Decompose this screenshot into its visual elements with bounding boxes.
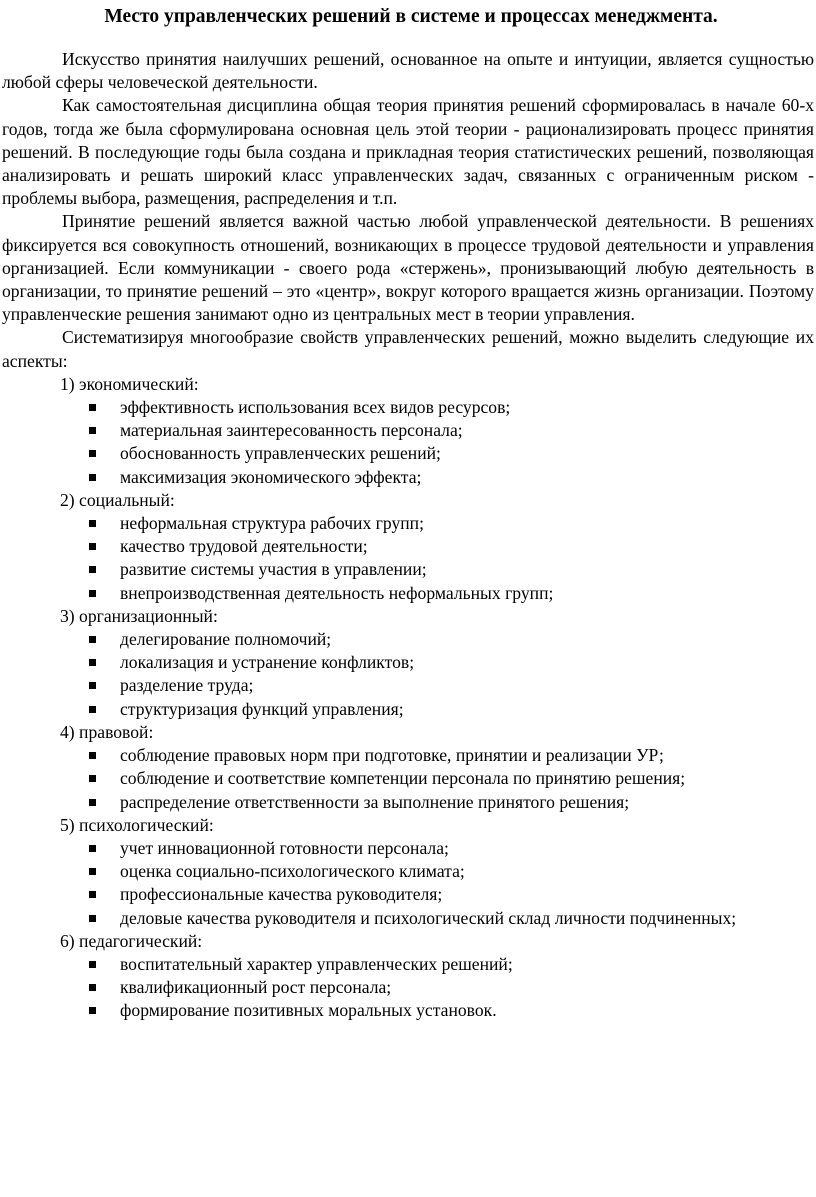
list-item	[0, 791, 816, 814]
list-item	[0, 419, 816, 442]
list-item-text: учет инновационной готовности персонала;	[120, 837, 449, 858]
list-item-text: эффективность использования всех видов ресурсов;	[120, 397, 511, 418]
list-item-text: внепроизводственная деятельность неформальных групп;	[120, 582, 554, 603]
square-bullet-icon	[89, 474, 96, 481]
list-item	[0, 674, 816, 697]
list-item-text: соблюдение и соответствие компетенции персонала по принятию решения;	[120, 768, 686, 789]
list-item-text: развитие системы участия в управлении;	[120, 559, 427, 580]
list-item	[0, 535, 816, 558]
list-item	[0, 976, 816, 999]
document-title: Место управленческих решений в системе и процессах менеджмента.	[104, 6, 718, 27]
aspect-list-psychological	[0, 837, 816, 930]
aspect-list-social	[0, 512, 816, 605]
list-item-text: неформальная структура рабочих групп;	[120, 513, 424, 534]
paragraph-aspects-intro: Систематизируя многообразие свойств управленческих решений, можно выделить следующие их аспекты:	[2, 327, 814, 371]
square-bullet-icon	[89, 799, 96, 806]
aspect-heading-legal: 4) правовой:	[60, 721, 154, 742]
list-item	[0, 442, 816, 465]
square-bullet-icon	[89, 1007, 96, 1014]
aspect-list-economic	[0, 396, 816, 489]
list-item	[0, 860, 816, 883]
square-bullet-icon	[89, 706, 96, 713]
paragraph-history: Как самостоятельная дисциплина общая теория принятия решений сформировалась в начале 60-х годов, тогда же была сформулирована основная цель этой теории - рационализировать процесс принятия решений. В последующие годы была создана и прикладная теория статистических решений, позволяющая анализировать и решать широкий класс управленческих задач, связанных с ограниченным риском - проблемы выбора, размещения, распределения и т.п.	[2, 95, 814, 209]
list-item-text: разделение труда;	[120, 675, 254, 696]
list-item-text: распределение ответственности за выполнение принятого решения;	[120, 791, 630, 812]
list-item	[0, 767, 816, 790]
square-bullet-icon	[89, 775, 96, 782]
list-item-text: воспитательный характер управленческих решений;	[120, 953, 513, 974]
list-item-text: формирование позитивных моральных установок.	[120, 1000, 497, 1021]
list-item-text: деловые качества руководителя и психологический склад личности подчиненных;	[120, 907, 737, 928]
list-item	[0, 628, 816, 651]
square-bullet-icon	[89, 427, 96, 434]
square-bullet-icon	[89, 404, 96, 411]
square-bullet-icon	[89, 984, 96, 991]
aspect-heading-economic: 1) экономический:	[60, 373, 199, 394]
list-item-text: максимизация экономического эффекта;	[120, 466, 422, 487]
aspects-section	[0, 373, 816, 1023]
square-bullet-icon	[89, 543, 96, 550]
aspect-list-legal	[0, 744, 816, 814]
aspect-heading-social: 2) социальный:	[60, 489, 175, 510]
list-item	[0, 582, 816, 605]
square-bullet-icon	[89, 520, 96, 527]
list-item	[0, 999, 816, 1022]
square-bullet-icon	[89, 636, 96, 643]
square-bullet-icon	[89, 752, 96, 759]
square-bullet-icon	[89, 450, 96, 457]
list-item-text: делегирование полномочий;	[120, 629, 332, 650]
list-item-text: профессиональные качества руководителя;	[120, 884, 443, 905]
square-bullet-icon	[89, 868, 96, 875]
list-item	[0, 698, 816, 721]
square-bullet-icon	[89, 915, 96, 922]
square-bullet-icon	[89, 590, 96, 597]
list-item	[0, 953, 816, 976]
square-bullet-icon	[89, 566, 96, 573]
aspect-heading-psychological: 5) психологический:	[60, 814, 214, 835]
list-item-text: структуризация функций управления;	[120, 698, 404, 719]
list-item	[0, 883, 816, 906]
aspect-heading-pedagogical: 6) педагогический:	[60, 930, 203, 951]
list-item	[0, 466, 816, 489]
list-item-text: квалификационный рост персонала;	[120, 977, 392, 998]
square-bullet-icon	[89, 659, 96, 666]
paragraph-intro: Искусство принятия наилучших решений, основанное на опыте и интуиции, является сущностью любой сферы человеческой деятельности.	[2, 49, 814, 93]
list-item	[0, 396, 816, 419]
list-item-text: оценка социально-психологического климата;	[120, 861, 465, 882]
list-item	[0, 558, 816, 581]
aspect-list-pedagogical	[0, 953, 816, 1023]
aspect-heading-organizational: 3) организационный:	[60, 605, 218, 626]
list-item-text: качество трудовой деятельности;	[120, 536, 368, 557]
square-bullet-icon	[89, 891, 96, 898]
list-item	[0, 744, 816, 767]
list-item-text: локализация и устранение конфликтов;	[120, 652, 415, 673]
list-item-text: обоснованность управленческих решений;	[120, 443, 441, 464]
list-item-text: соблюдение правовых норм при подготовке, принятии и реализации УР;	[120, 745, 664, 766]
paragraph-importance: Принятие решений является важной частью любой управленческой деятельности. В решениях фиксируется вся совокупность отношений, возникающих в процессе трудовой деятельности и управления организацией. Если коммуникации - своего рода «стержень», пронизывающий любую деятельность в организации, то принятие решений – это «центр», вокруг которого вращается жизнь организации. Поэтому управленческие решения занимают одно из центральных мест в теории управления.	[2, 211, 814, 325]
list-item	[0, 512, 816, 535]
square-bullet-icon	[89, 961, 96, 968]
list-item	[0, 837, 816, 860]
list-item	[0, 651, 816, 674]
square-bullet-icon	[89, 682, 96, 689]
list-item-text: материальная заинтересованность персонала;	[120, 420, 463, 441]
aspect-list-organizational	[0, 628, 816, 721]
list-item	[0, 907, 816, 930]
square-bullet-icon	[89, 845, 96, 852]
